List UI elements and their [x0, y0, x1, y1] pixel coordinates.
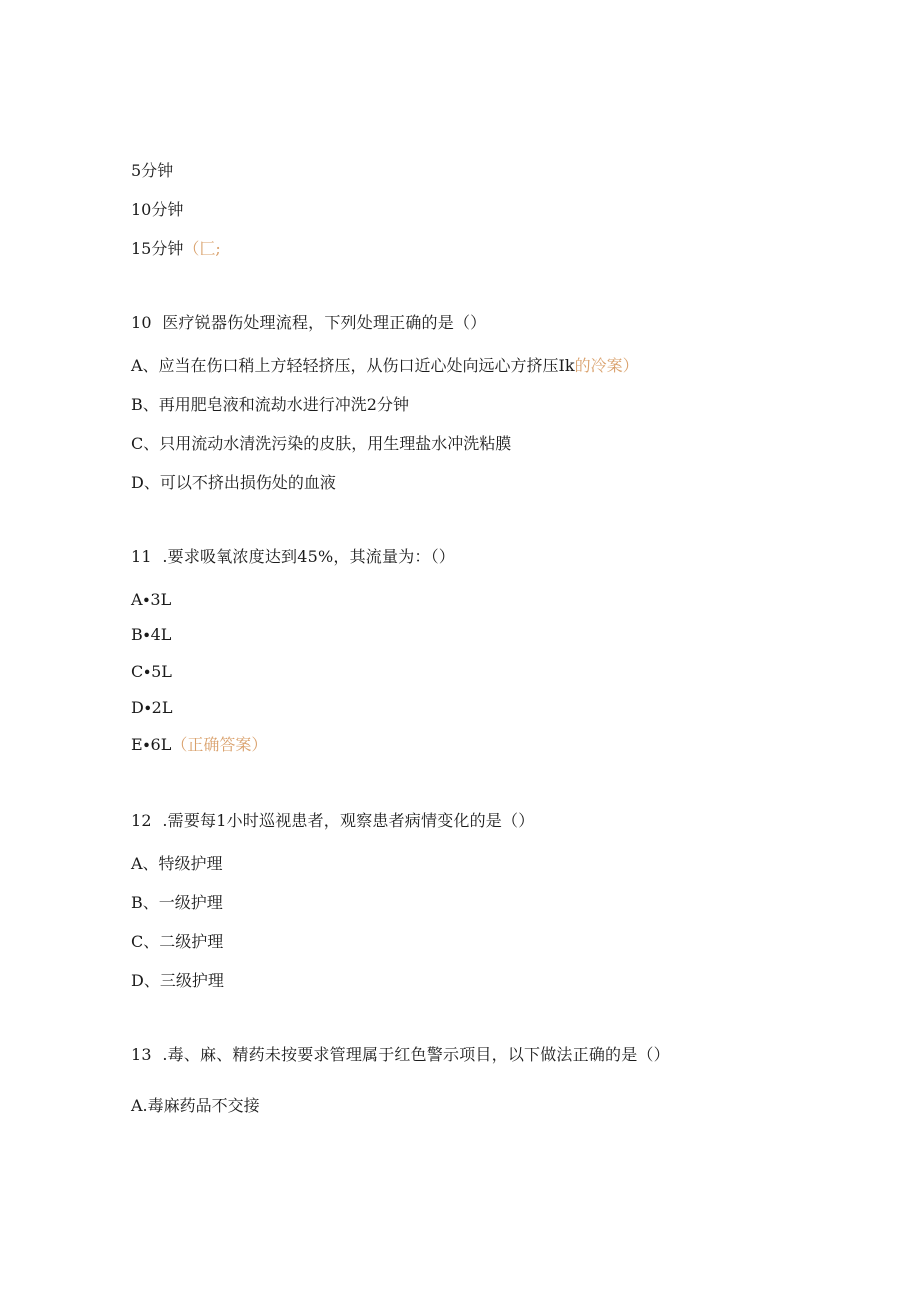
- question-12-option-c: [131, 931, 223, 953]
- question-number: 11: [131, 547, 152, 566]
- question-12-stem: [131, 810, 534, 832]
- option-text: A∙3L: [131, 590, 172, 609]
- option-text: D、可以不挤出损伤处的血液: [131, 473, 336, 492]
- question-11-option-c: [131, 661, 172, 683]
- option-10min: [131, 199, 183, 221]
- option-15min: [131, 238, 221, 260]
- question-10-option-b: [131, 394, 409, 416]
- option-text: 10分钟: [131, 200, 184, 219]
- option-text: C、二级护理: [131, 932, 224, 951]
- option-text: A、特级护理: [131, 854, 223, 873]
- correct-answer-mark: （匚;: [183, 239, 221, 258]
- option-5min: [131, 160, 173, 182]
- option-text: B、再用肥皂液和流劫水进行冲洗2分钟: [131, 395, 409, 414]
- question-10-option-c: [131, 433, 511, 455]
- correct-answer-mark: 的冷案）: [574, 356, 639, 375]
- option-text: E∙6L: [131, 735, 172, 754]
- question-12-option-a: [131, 853, 223, 875]
- question-text: .要求吸氧浓度达到45%，其流量为：（）: [162, 547, 455, 566]
- question-11-option-a: [131, 589, 171, 611]
- question-11-option-e: [131, 734, 267, 756]
- question-11-option-d: [131, 697, 172, 719]
- question-12-option-b: [131, 892, 223, 914]
- correct-answer-mark: （正确答案）: [171, 735, 268, 754]
- option-text: 15分钟: [131, 239, 184, 258]
- option-text: C、只用流动水清洗污染的皮肤，用生理盐水冲洗粘膜: [131, 434, 512, 453]
- option-text: D∙2L: [131, 698, 173, 717]
- question-10-stem: [131, 312, 486, 334]
- question-number: 12: [131, 811, 152, 830]
- option-text: B、一级护理: [131, 893, 223, 912]
- question-13-option-a: [131, 1095, 260, 1117]
- question-12-option-d: [131, 970, 224, 992]
- question-11-option-b: [131, 624, 171, 646]
- question-11-stem: [131, 546, 455, 568]
- option-text: A、应当在伤口稍上方轻轻挤压，从伤口近心处向远心方挤压Ik: [131, 356, 575, 375]
- option-text: 5分钟: [131, 161, 174, 180]
- question-text: .需要每1小时巡视患者，观察患者病情变化的是（）: [162, 811, 535, 830]
- question-13-stem: [131, 1044, 670, 1066]
- question-text: .毒、麻、精药未按要求管理属于红色警示项目，以下做法正确的是（）: [162, 1045, 670, 1064]
- option-text: D、三级护理: [131, 971, 224, 990]
- question-10-option-a: [131, 355, 639, 377]
- question-10-option-d: [131, 472, 336, 494]
- option-text: A.毒麻药品不交接: [131, 1096, 260, 1115]
- question-number: 10: [131, 313, 152, 332]
- question-number: 13: [131, 1045, 152, 1064]
- question-text: 医疗锐器伤处理流程，下列处理正确的是（）: [162, 313, 487, 332]
- option-text: B∙4L: [131, 625, 172, 644]
- option-text: C∙5L: [131, 662, 172, 681]
